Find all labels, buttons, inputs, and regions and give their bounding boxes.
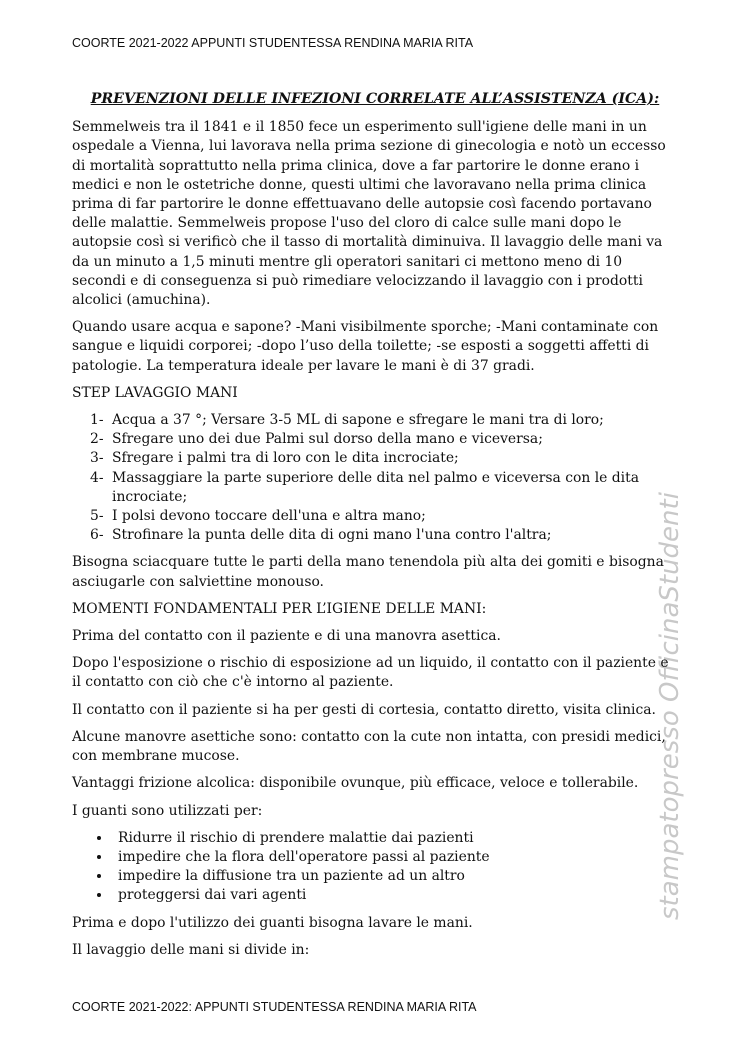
- list-item: • Ridurre il rischio di prendere malattie dai pazienti: [112, 829, 678, 848]
- steps-heading: STEP LAVAGGIO MANI: [72, 384, 238, 401]
- rinse-paragraph: Bisogna sciacquare tutte le parti della mano tenendola più alta dei gomiti e bisogna asciugarle con salviettine monouso.: [72, 554, 664, 590]
- list-item: [90, 507, 678, 526]
- moment-paragraph: Prima del contatto con il paziente e di una manovra asettica.: [72, 628, 501, 645]
- list-item: [90, 469, 678, 507]
- step-number: 6-: [90, 527, 104, 544]
- step-number: 1-: [90, 412, 104, 429]
- when-paragraph: Quando usare acqua e sapone? -Mani visibilmente sporche; -Mani contaminate con sangue e liquidi corporei; -dopo l’uso della toilette; -se esposti a soggetti affetti di patologie. La temperatura ideale per lavare le mani è di 37 gradi.: [72, 319, 659, 374]
- moment-paragraph: Dopo l'esposizione o rischio di esposizione ad un liquido, il contatto con il paziente e il contatto con ciò che c'è intorno al paziente.: [72, 655, 669, 691]
- page-footer: COORTE 2021-2022: APPUNTI STUDENTESSA RENDINA MARIA RITA: [72, 1000, 477, 1014]
- list-item: • impedire che la flora dell'operatore passi al paziente: [112, 848, 678, 867]
- watermark: stampatopresso OfficinaStudenti: [655, 492, 685, 920]
- gloves-heading: I guanti sono utilizzati per:: [72, 802, 263, 819]
- closing-paragraph: Il lavaggio delle mani si divide in:: [72, 941, 310, 958]
- page-header: COORTE 2021-2022 APPUNTI STUDENTESSA RENDINA MARIA RITA: [72, 36, 474, 50]
- step-text: Massaggiare la parte superiore delle dita nel palmo e viceversa con le dita incrociate;: [112, 469, 639, 505]
- step-number: 4-: [90, 469, 104, 486]
- list-item: [90, 411, 678, 430]
- steps-list: [72, 411, 678, 545]
- list-item: [90, 526, 678, 545]
- list-item: [90, 449, 678, 468]
- gloves-list: [72, 829, 678, 906]
- step-number: 5-: [90, 508, 104, 525]
- list-item: [90, 430, 678, 449]
- moment-paragraph: Vantaggi frizione alcolica: disponibile ovunque, più efficace, veloce e tollerabile.: [72, 775, 639, 792]
- step-text: I polsi devono toccare dell'una e altra mano;: [112, 508, 426, 525]
- list-item: • impedire la diffusione tra un paziente ad un altro: [112, 867, 678, 886]
- step-number: 2-: [90, 431, 104, 448]
- moment-paragraph: Alcune manovre asettiche sono: contatto con la cute non intatta, con presidi medici, con membrane mucose.: [72, 728, 666, 765]
- document-title: PREVENZIONI DELLE INFEZIONI CORRELATE ALL’ASSISTENZA (ICA):: [90, 91, 660, 107]
- moment-paragraph: Il contatto con il paziente si ha per gesti di cortesia, contatto diretto, visita clinica.: [72, 701, 656, 718]
- intro-paragraph: Semmelweis tra il 1841 e il 1850 fece un esperimento sull'igiene delle mani in un ospedale a Vienna, lui lavorava nella prima sezione di ginecologia e notò un eccesso di mortalità soprattutto nella prima clinica, dove a far partorire le donne erano i medici e non le ostetriche donne, questi ultimi che lavoravano nella prima clinica prima di far partorire le donne effettuavano delle autopsie così facendo portavano delle malattie. Semmelweis propose l'uso del cloro di calce sulle mani dopo le autopsie così si verificò che il tasso di mortalità diminuiva. Il lavaggio delle mani va da un minuto a 1,5 minuti mentre gli operatori sanitari ci mettono meno di 10 secondi e di conseguenza si può rimediare velocizzando il lavaggio con i prodotti alcolici (amuchina).: [72, 119, 666, 309]
- list-item: • proteggersi dai vari agenti: [112, 886, 678, 905]
- step-text: Acqua a 37 °; Versare 3-5 ML di sapone e sfregare le mani tra di loro;: [112, 412, 604, 429]
- step-number: 3-: [90, 450, 104, 467]
- step-text: Sfregare i palmi tra di loro con le dita incrociate;: [112, 450, 459, 467]
- moments-heading: MOMENTI FONDAMENTALI PER L’IGIENE DELLE MANI:: [72, 600, 487, 617]
- step-text: Sfregare uno dei due Palmi sul dorso della mano e viceversa;: [112, 431, 543, 448]
- closing-paragraph: Prima e dopo l'utilizzo dei guanti bisogna lavare le mani.: [72, 914, 473, 931]
- step-text: Strofinare la punta delle dita di ogni mano l'una contro l'altra;: [112, 527, 552, 544]
- document-body: [72, 90, 678, 968]
